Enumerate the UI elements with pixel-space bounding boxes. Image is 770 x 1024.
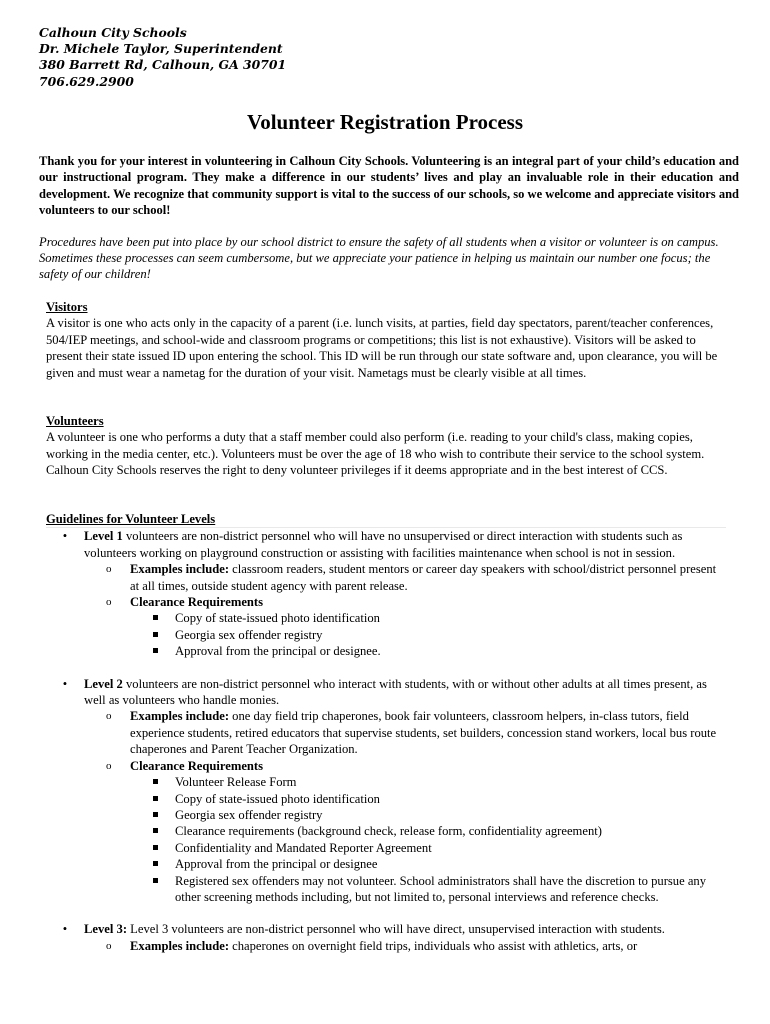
bullet-icon: •	[62, 676, 68, 691]
requirement-item: Approval from the principal or designee.	[130, 643, 726, 659]
visitors-heading: Visitors	[46, 300, 88, 314]
clearance-label: Clearance Requirements	[130, 758, 264, 773]
intro-paragraph: Thank you for your interest in volunteering in Calhoun City Schools. Volunteering is an integral part of your child’s education and our instructional program. They make a difference in our students’ lives and play an invaluable role in their education and development. We recognize that community support is vital to the success of our schools, so we welcome and appreciate visitors and volunteers to our school!	[39, 154, 739, 217]
level-1-examples	[84, 561, 726, 594]
requirement-item: Copy of state-issued photo identification	[130, 791, 726, 807]
procedures-note: Procedures have been put into place by our school district to ensure the safety of all students when a visitor or volunteer is on campus. Sometimes these processes can seem cumbersome, but we appreciate your patience in helping us maintain our number one focus; the safety of our children!	[39, 235, 719, 282]
level-2-text: volunteers are non-district personnel who interact with students, with or without other adults at all times present, as well as volunteers who handle monies.	[84, 676, 707, 708]
letterhead	[39, 25, 286, 90]
level-1-requirements	[130, 610, 726, 659]
circle-bullet-icon: o	[106, 710, 112, 723]
level-1-clearance	[84, 594, 726, 660]
square-bullet-icon	[153, 779, 158, 784]
circle-bullet-icon: o	[106, 939, 112, 952]
square-bullet-icon	[153, 878, 158, 883]
guidelines-heading: Guidelines for Volunteer Levels	[46, 511, 726, 528]
square-bullet-icon	[153, 861, 158, 866]
circle-bullet-icon: o	[106, 596, 112, 609]
level-3-name: Level 3:	[84, 922, 128, 937]
level-2-name: Level 2	[84, 676, 123, 691]
requirement-item: Clearance requirements (background check, release form, confidentiality agreement)	[130, 823, 726, 839]
school-phone: 706.629.2900	[39, 73, 134, 89]
level-3-examples	[84, 938, 726, 954]
bullet-icon: •	[62, 529, 68, 544]
square-bullet-icon	[153, 632, 158, 637]
examples-label: Examples include:	[130, 562, 230, 577]
requirement-item: Georgia sex offender registry	[130, 627, 726, 643]
examples-text: chaperones on overnight field trips, individuals who assist with athletics, arts, or	[229, 938, 638, 953]
volunteers-section	[46, 413, 726, 479]
requirement-item: Registered sex offenders may not volunteer. School administrators shall have the discretion to pursue any other screening methods including, but not limited to, personal interviews and reference checks.	[130, 873, 726, 906]
level-2-details	[84, 708, 726, 905]
square-bullet-icon	[153, 648, 158, 653]
square-bullet-icon	[153, 796, 158, 801]
level-1-text: volunteers are non-district personnel who will have no unsupervised or direct interaction with students such as volunteers working on playground construction or assisting with facilities maintenance when school is not in session.	[84, 529, 683, 560]
level-1-name: Level 1	[84, 529, 123, 544]
level-2-requirements	[130, 774, 726, 905]
requirement-item: Copy of state-issued photo identification	[130, 610, 726, 626]
square-bullet-icon	[153, 615, 158, 620]
level-2-clearance	[84, 758, 726, 906]
visitors-body: A visitor is one who acts only in the capacity of a parent (i.e. lunch visits, at parties, field day spectators, parent/teacher conferences, 504/IEP meetings, and school-wide and classroom programs or competitions; this list is not exhaustive). Visitors will be asked to present their state issued ID upon entering the school. This ID will be run through our state software and, upon clearance, you will be given and must wear a nametag for the duration of your visit. Nametags must be clearly visible at all times.	[46, 316, 718, 380]
square-bullet-icon	[153, 812, 158, 817]
requirement-item: Volunteer Release Form	[130, 774, 726, 790]
level-1-item	[46, 528, 726, 675]
requirement-item: Georgia sex offender registry	[130, 807, 726, 823]
level-3-details	[84, 938, 726, 954]
page-title: Volunteer Registration Process	[246, 110, 524, 134]
school-name: Calhoun City Schools	[39, 25, 187, 40]
examples-text: one day field trip chaperones, book fair volunteers, classroom helpers, in-class tutors, field experience students, retired educators that supervise students, set builders, concession stand workers, local bus route chaperones and Parent Teacher Organization.	[130, 709, 717, 757]
clearance-label: Clearance Requirements	[130, 595, 264, 610]
level-1-details	[84, 561, 726, 659]
examples-text: classroom readers, student mentors or career day speakers with school/district personnel present at all times, outside student agency with parent release.	[130, 562, 717, 593]
circle-bullet-icon: o	[106, 759, 112, 772]
level-3-item	[46, 921, 726, 954]
visitors-section	[46, 299, 726, 381]
level-3-text: Level 3 volunteers are non-district personnel who will have direct, unsupervised interaction with students.	[127, 922, 665, 937]
square-bullet-icon	[153, 828, 158, 833]
circle-bullet-icon: o	[106, 563, 112, 576]
bullet-icon: •	[62, 922, 68, 937]
examples-label: Examples include:	[130, 938, 230, 953]
volunteer-levels-list	[46, 528, 726, 954]
requirement-item: Confidentiality and Mandated Reporter Agreement	[130, 840, 726, 856]
school-address: 380 Barrett Rd, Calhoun, GA 30701	[39, 57, 287, 73]
square-bullet-icon	[153, 845, 158, 850]
requirement-item: Approval from the principal or designee	[130, 856, 726, 872]
volunteers-heading: Volunteers	[46, 414, 104, 428]
level-2-examples	[84, 708, 726, 757]
examples-label: Examples include:	[130, 709, 230, 724]
level-2-item	[46, 676, 726, 922]
superintendent-name: Dr. Michele Taylor, Superintendent	[39, 41, 283, 57]
volunteers-body: A volunteer is one who performs a duty that a staff member could also perform (i.e. reading to your child's class, making copies, working in the media center, etc.). Volunteers must be over the age of 18 who wish to contribute their service to the school system. Calhoun City Schools reserves the right to deny volunteer privileges if it deems appropriate and in the best interest of CCS.	[46, 430, 705, 478]
guidelines-section	[46, 511, 726, 954]
